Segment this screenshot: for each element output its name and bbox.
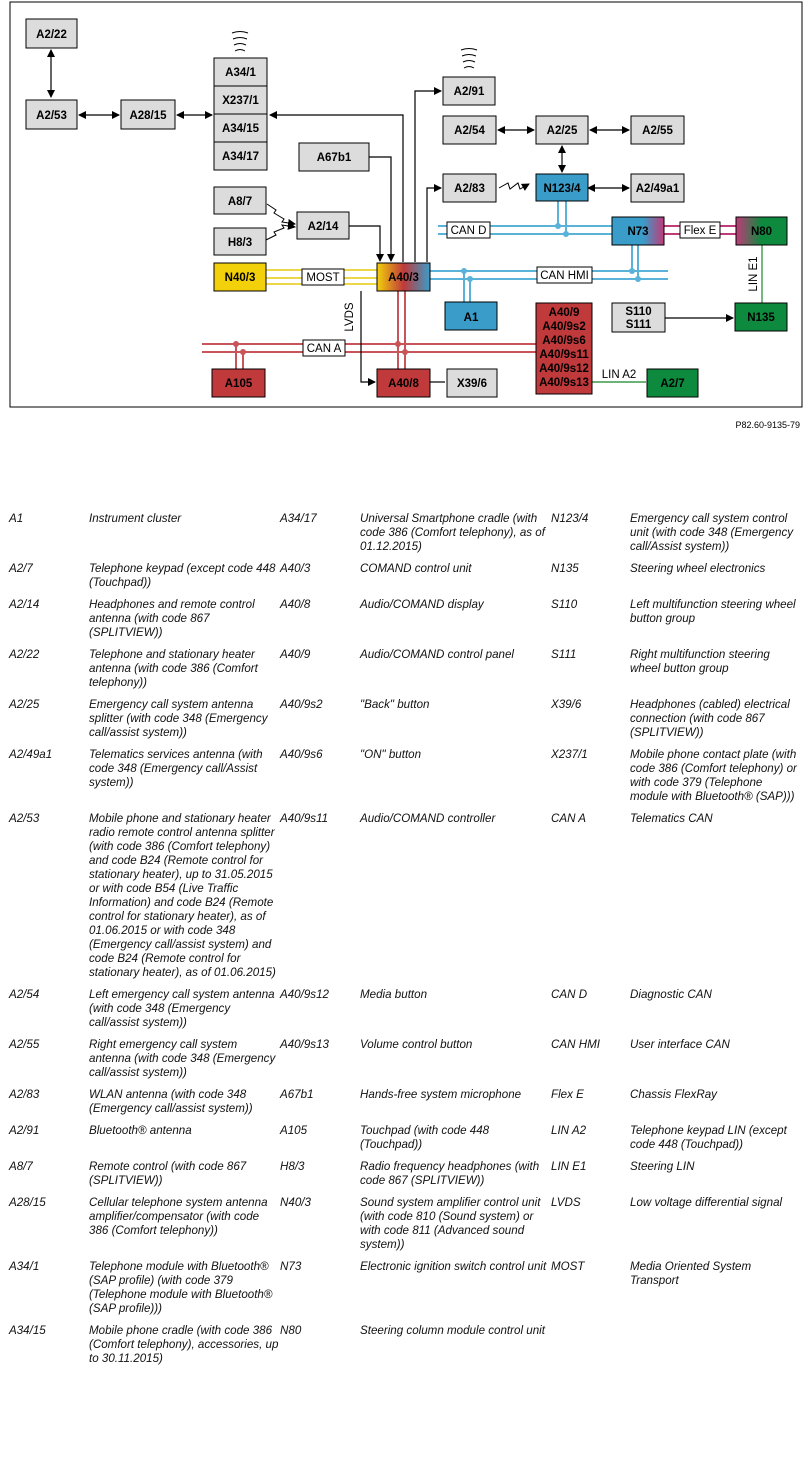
legend-description: Telephone and stationary heater antenna (with code 386 (Comfort telephony)) (89, 648, 258, 689)
legend-code: A67b1 (280, 1088, 314, 1101)
legend-row (9, 1038, 809, 1080)
legend-description: Mobile phone contact plate (with code 386 (Comfort telephony) or with code 379 (Telephone module with Bluetooth® (SAP))) (630, 748, 797, 803)
legend-code: A40/9 (280, 648, 311, 661)
legend-row (9, 598, 809, 640)
component-a2-91-label: A2/91 (453, 86, 485, 98)
legend-row (9, 1160, 809, 1188)
component-a105-label: A105 (224, 378, 253, 390)
legend-code: CAN D (551, 988, 588, 1001)
legend-row (9, 748, 809, 804)
legend-description: Emergency call system control unit (with code 348 (Emergency call/Assist system)) (630, 512, 794, 553)
legend-code: A40/9s13 (280, 1038, 329, 1051)
legend-row (9, 1196, 809, 1252)
legend-description: Headphones (cabled) electrical connection (with code 867 (SPLITVIEW)) (630, 698, 790, 739)
component-a40-3-label: A40/3 (388, 272, 419, 284)
legend-code: A34/1 (9, 1260, 40, 1273)
legend-code: S110 (551, 598, 578, 611)
legend-description: Telephone keypad (except code 448 (Touchpad)) (89, 562, 276, 589)
component-a2-53-label: A2/53 (36, 110, 67, 122)
legend-description: Audio/COMAND control panel (360, 648, 515, 661)
legend-code: N135 (551, 562, 579, 575)
legend-description: Telematics services antenna (with code 348 (Emergency call/Assist system)) (89, 748, 263, 789)
legend-description: Right emergency call system antenna (with code 348 (Emergency call/assist system)) (89, 1038, 276, 1079)
legend-description: Remote control (with code 867 (SPLITVIEW)) (89, 1160, 247, 1187)
can-d-label: CAN D (450, 225, 487, 237)
legend-description: Universal Smartphone cradle (with code 386 (Comfort telephony), as of 01.12.2015) (360, 512, 545, 553)
legend-code: LIN A2 (551, 1124, 587, 1137)
legend-code: N123/4 (551, 512, 589, 525)
legend-code: A40/8 (280, 598, 311, 611)
figure-code: P82.60-9135-79 (735, 420, 800, 430)
legend-code: A40/9s6 (280, 748, 323, 761)
legend-code: A34/15 (9, 1324, 46, 1337)
legend-code: N80 (280, 1324, 302, 1337)
antenna-wave-icon (232, 32, 248, 52)
legend-description: Audio/COMAND controller (360, 812, 496, 825)
legend-description: Media Oriented System Transport (630, 1260, 752, 1287)
legend-description: Electronic ignition switch control unit (360, 1260, 547, 1273)
component-a34-1-label: A34/1 (225, 67, 256, 79)
legend-description: Touchpad (with code 448 (Touchpad)) (360, 1124, 490, 1151)
legend-row (9, 512, 809, 554)
legend-code: A1 (9, 512, 24, 525)
component-a40-9s12-label: A40/9s12 (539, 363, 589, 375)
legend-row (9, 648, 809, 690)
component-a28-15-label: A28/15 (129, 110, 167, 122)
legend-description: Audio/COMAND display (360, 598, 484, 611)
legend-code: LIN E1 (551, 1160, 587, 1173)
legend-row (9, 698, 809, 740)
legend-code: A2/22 (9, 648, 40, 661)
legend-code: A40/3 (280, 562, 311, 575)
legend-code: S111 (551, 648, 577, 661)
legend-description: Mobile phone cradle (with code 386 (Comfort telephony), accessories, up to 30.11.2015) (89, 1324, 279, 1365)
legend-code: X237/1 (551, 748, 588, 761)
legend-code: A2/25 (9, 698, 40, 711)
legend-description: Headphones and remote control antenna (with code 867 (SPLITVIEW)) (89, 598, 255, 639)
legend-row (9, 1260, 809, 1316)
component-x39-6-label: X39/6 (456, 378, 488, 390)
legend-description: Telephone module with Bluetooth® (SAP profile) (with code 379 (Telephone module with Bluetooth® (SAP profile))) (89, 1260, 273, 1315)
legend-description: Diagnostic CAN (630, 988, 712, 1001)
legend-description: Steering LIN (630, 1160, 695, 1173)
legend-description: Emergency call system antenna splitter (with code 348 (Emergency call/assist system)) (89, 698, 268, 739)
legend-code: A105 (280, 1124, 308, 1137)
legend-code: A8/7 (9, 1160, 33, 1173)
legend-code: A2/83 (9, 1088, 40, 1101)
legend-description: Left multifunction steering wheel button group (630, 598, 796, 625)
legend-code: A2/54 (9, 988, 40, 1001)
legend-description: Radio frequency headphones (with code 867 (SPLITVIEW)) (360, 1160, 540, 1187)
legend-description: Telephone keypad LIN (except code 448 (Touchpad)) (630, 1124, 787, 1151)
legend-description: Chassis FlexRay (630, 1088, 717, 1101)
legend-code: MOST (551, 1260, 585, 1273)
legend-code: A2/91 (9, 1124, 40, 1137)
legend-description: WLAN antenna (with code 348 (Emergency call/assist system)) (89, 1088, 253, 1115)
legend-code: H8/3 (280, 1160, 305, 1173)
component-s111-label: S111 (625, 319, 652, 331)
can-a-label: CAN A (306, 343, 342, 355)
legend-description: Sound system amplifier control unit (with code 810 (Sound system) or with code 811 (Advanced sound system)) (360, 1196, 541, 1251)
legend-description: Bluetooth® antenna (89, 1124, 192, 1137)
component-a2-14-label: A2/14 (307, 221, 339, 233)
component-a67b1-label: A67b1 (316, 152, 352, 164)
component-a2-7-label: A2/7 (660, 378, 685, 390)
component-n80-label: N80 (750, 226, 773, 238)
component-a40-9s6-label: A40/9s6 (542, 335, 586, 347)
legend-code: N40/3 (280, 1196, 311, 1209)
legend-table (9, 512, 809, 1374)
legend-description: Steering column module control unit (360, 1324, 545, 1337)
component-a40-9s11-label: A40/9s11 (539, 349, 589, 361)
flex-e-label: Flex E (683, 225, 717, 237)
component-a2-54-label: A2/54 (454, 125, 485, 137)
legend-code: A2/55 (9, 1038, 40, 1051)
legend-code: A2/14 (9, 598, 40, 611)
component-a2-83-label: A2/83 (454, 183, 485, 195)
component-n123-4-label: N123/4 (543, 183, 581, 195)
legend-code: A2/7 (9, 562, 33, 575)
component-a2-49a1-label: A2/49a1 (635, 183, 680, 195)
legend-description: Steering wheel electronics (630, 562, 766, 575)
legend-row (9, 562, 809, 590)
legend-description: Left emergency call system antenna (with code 348 (Emergency call/assist system)) (89, 988, 275, 1029)
legend-description: Low voltage differential signal (630, 1196, 783, 1209)
can-hmi-label: CAN HMI (540, 270, 589, 282)
bluetooth-wave-icon (461, 49, 477, 69)
lin-a2-label: LIN A2 (601, 369, 637, 381)
legend-code: LVDS (551, 1196, 581, 1209)
legend-code: A40/9s12 (280, 988, 329, 1001)
legend-code: A34/17 (280, 512, 317, 525)
component-a40-9-label: A40/9 (548, 307, 580, 319)
legend-description: Right multifunction steering wheel button group (630, 648, 770, 675)
legend-code: A28/15 (9, 1196, 46, 1209)
legend-row (9, 988, 809, 1030)
component-a8-7-label: A8/7 (227, 196, 253, 208)
legend-row (9, 812, 809, 980)
legend-row (9, 1324, 809, 1366)
component-a34-17-label: A34/17 (221, 151, 260, 163)
component-a40-9s2-label: A40/9s2 (542, 321, 586, 333)
legend-description: "Back" button (360, 698, 430, 711)
most-label: MOST (306, 272, 340, 284)
legend-description: Telematics CAN (630, 812, 713, 825)
component-n135-label: N135 (747, 312, 775, 324)
component-h8-3-label: H8/3 (227, 237, 253, 249)
wiring-diagram (0, 0, 811, 440)
legend-row (9, 1124, 809, 1152)
legend-code: A2/49a1 (9, 748, 53, 761)
component-s110-label: S110 (625, 306, 652, 318)
component-a2-55-label: A2/55 (642, 125, 673, 137)
lvds-label: LVDS (344, 302, 356, 332)
component-n40-3-label: N40/3 (224, 272, 256, 284)
legend-row (9, 1088, 809, 1116)
legend-code: Flex E (551, 1088, 584, 1101)
component-a40-8-label: A40/8 (388, 378, 419, 390)
legend-description: Volume control button (360, 1038, 473, 1051)
component-a34-15-label: A34/15 (221, 123, 260, 135)
legend-code: N73 (280, 1260, 302, 1273)
legend-description: Instrument cluster (89, 512, 182, 525)
legend-description: Mobile phone and stationary heater radio remote control antenna splitter (with code 386 (Comfort telephony) and code B24 (Remote control for stationary heater), up to 31.05.2015 or with code B54 (Live Traffic Information) and code B24 (Remote control for stationary heater), as of 01.06.2015 or with code 348 (Emergency call/assist system) and code B24 (Remote control for stationary heater), as of 01.06.2015) (89, 812, 276, 979)
component-a2-25-label: A2/25 (546, 125, 578, 137)
component-a1-label: A1 (463, 312, 479, 324)
component-a2-22-label: A2/22 (36, 29, 67, 41)
component-x237-1-label: X237/1 (222, 95, 259, 107)
legend-code: A2/53 (9, 812, 40, 825)
legend-description: Media button (360, 988, 428, 1001)
legend-code: CAN HMI (551, 1038, 600, 1051)
legend-description: "ON" button (360, 748, 422, 761)
legend-description: Cellular telephone system antenna amplifier/compensator (with code 386 (Comfort telephony)) (89, 1196, 268, 1237)
legend-code: A40/9s11 (280, 812, 329, 825)
legend-description: Hands-free system microphone (360, 1088, 522, 1101)
legend-description: User interface CAN (630, 1038, 730, 1051)
legend-code: X39/6 (551, 698, 582, 711)
legend-description: COMAND control unit (360, 562, 472, 575)
legend-code: A40/9s2 (280, 698, 323, 711)
legend-code: CAN A (551, 812, 587, 825)
component-a40-9s13-label: A40/9s13 (539, 377, 589, 389)
lin-e1-label: LIN E1 (748, 256, 760, 292)
component-n73-label: N73 (627, 226, 649, 238)
